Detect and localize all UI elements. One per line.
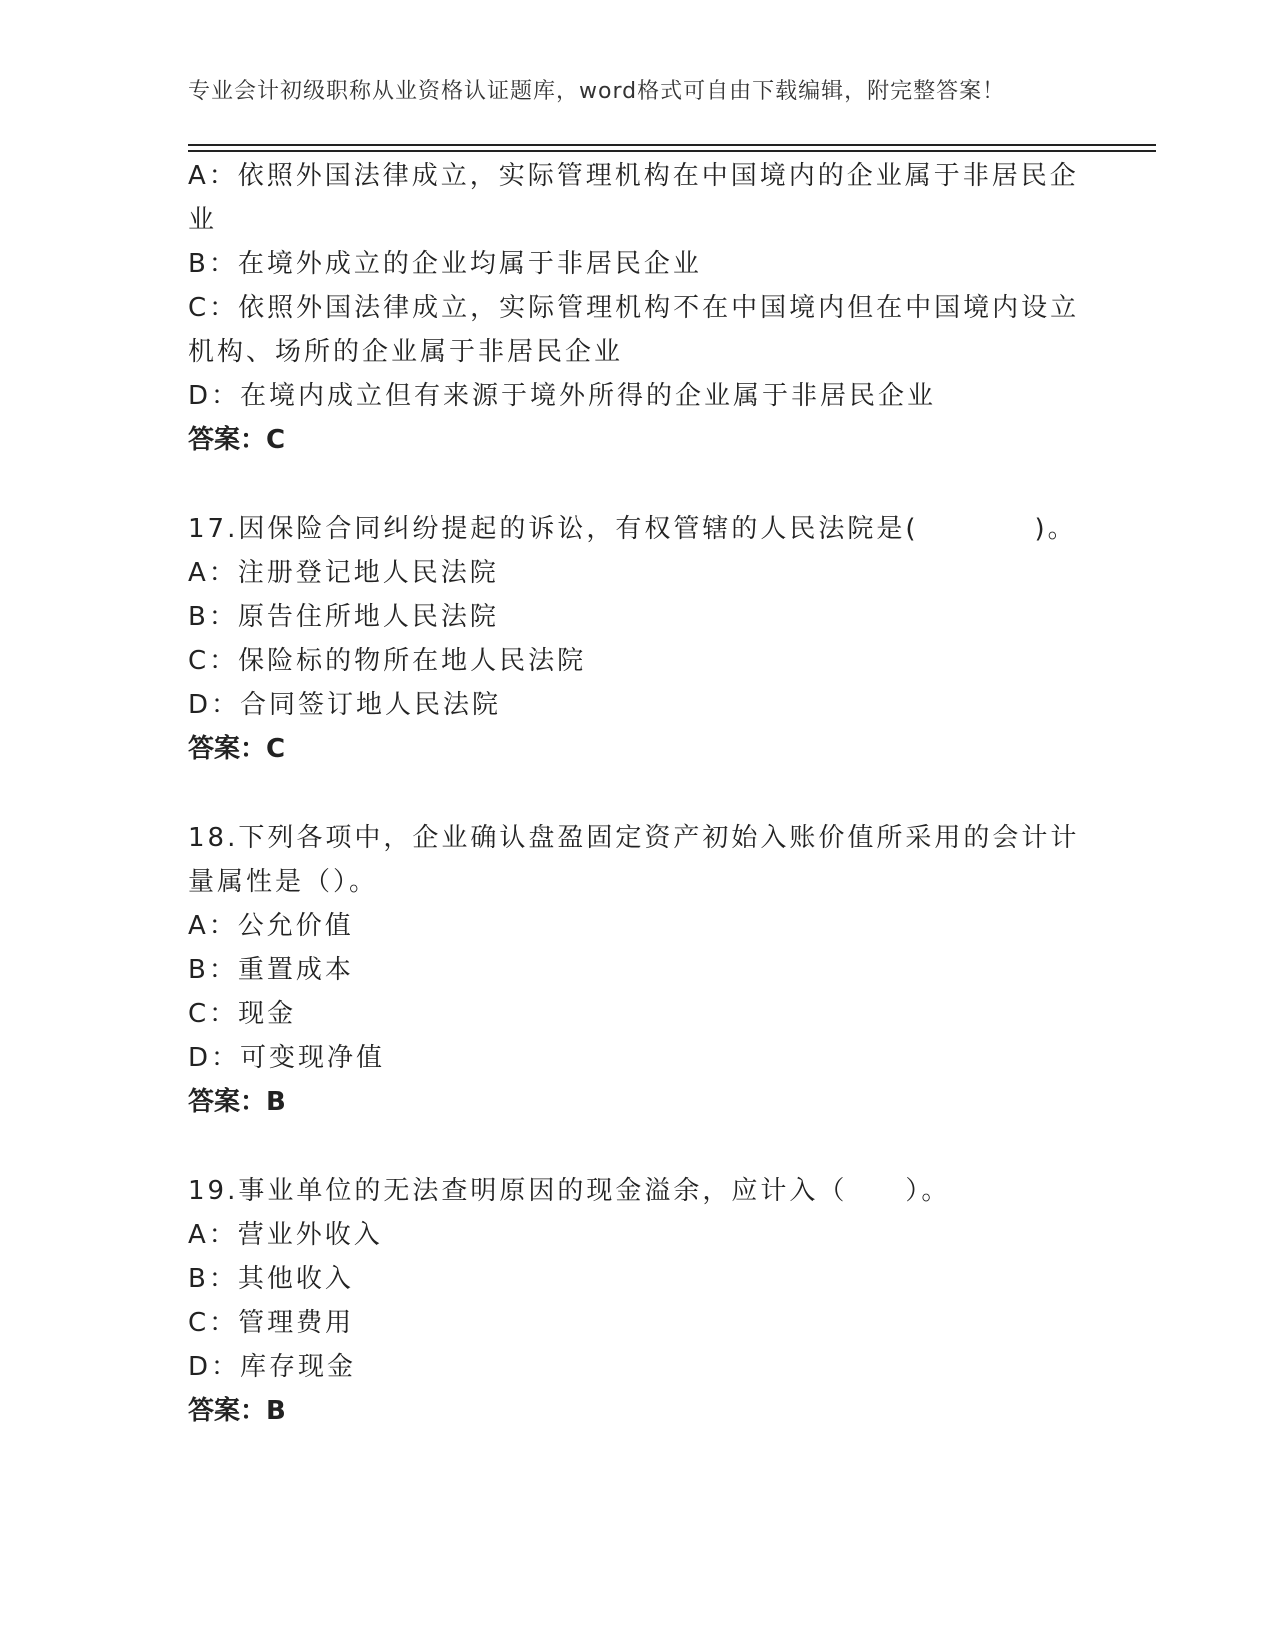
q16-option-b: B：在境外成立的企业均属于非居民企业 [188,249,702,279]
q18-option-c: C：现金 [188,999,297,1029]
q16-option-a-line1: A：依照外国法律成立，实际管理机构在中国境内的企业属于非居民企 [188,161,1079,191]
q18-question-line1: 18.下列各项中，企业确认盘盈固定资产初始入账价值所采用的会计计 [188,823,1080,853]
q16-option-c-line1: C：依照外国法律成立，实际管理机构不在中国境内但在中国境内设立 [188,293,1080,323]
q17-answer: 答案：C [188,734,286,764]
q17-question: 17.因保险合同纠纷提起的诉讼，有权管辖的人民法院是( )。 [188,514,1077,544]
q18-option-d: D：可变现净值 [188,1043,386,1073]
q18-option-a: A：公允价值 [188,911,354,941]
q18-option-b: B：重置成本 [188,955,354,985]
q19-option-b: B：其他收入 [188,1264,354,1294]
header-rule-bottom [188,150,1156,152]
q19-question: 19.事业单位的无法查明原因的现金溢余，应计入（ ）。 [188,1176,951,1206]
q17-option-c: C：保险标的物所在地人民法院 [188,646,587,676]
q19-option-d: D：库存现金 [188,1352,357,1382]
q16-option-c-line2: 机构、场所的企业属于非居民企业 [188,337,624,367]
q17-option-b: B：原告住所地人民法院 [188,602,499,632]
q18-question-line2: 量属性是（）。 [188,867,379,897]
q16-option-d: D：在境内成立但有来源于境外所得的企业属于非居民企业 [188,381,937,411]
q16-option-a-line2: 业 [188,205,218,235]
q17-option-d: D：合同签订地人民法院 [188,690,502,720]
q19-option-c: C：管理费用 [188,1308,355,1338]
q17-option-a: A：注册登记地人民法院 [188,558,499,588]
q19-answer: 答案：B [188,1396,286,1426]
q18-answer: 答案：B [188,1087,286,1117]
q16-answer: 答案：C [188,425,286,455]
q19-option-a: A：营业外收入 [188,1220,383,1250]
page-header: 专业会计初级职称从业资格认证题库，word格式可自由下载编辑，附完整答案！ [188,79,1006,104]
header-rule-top [188,144,1156,146]
